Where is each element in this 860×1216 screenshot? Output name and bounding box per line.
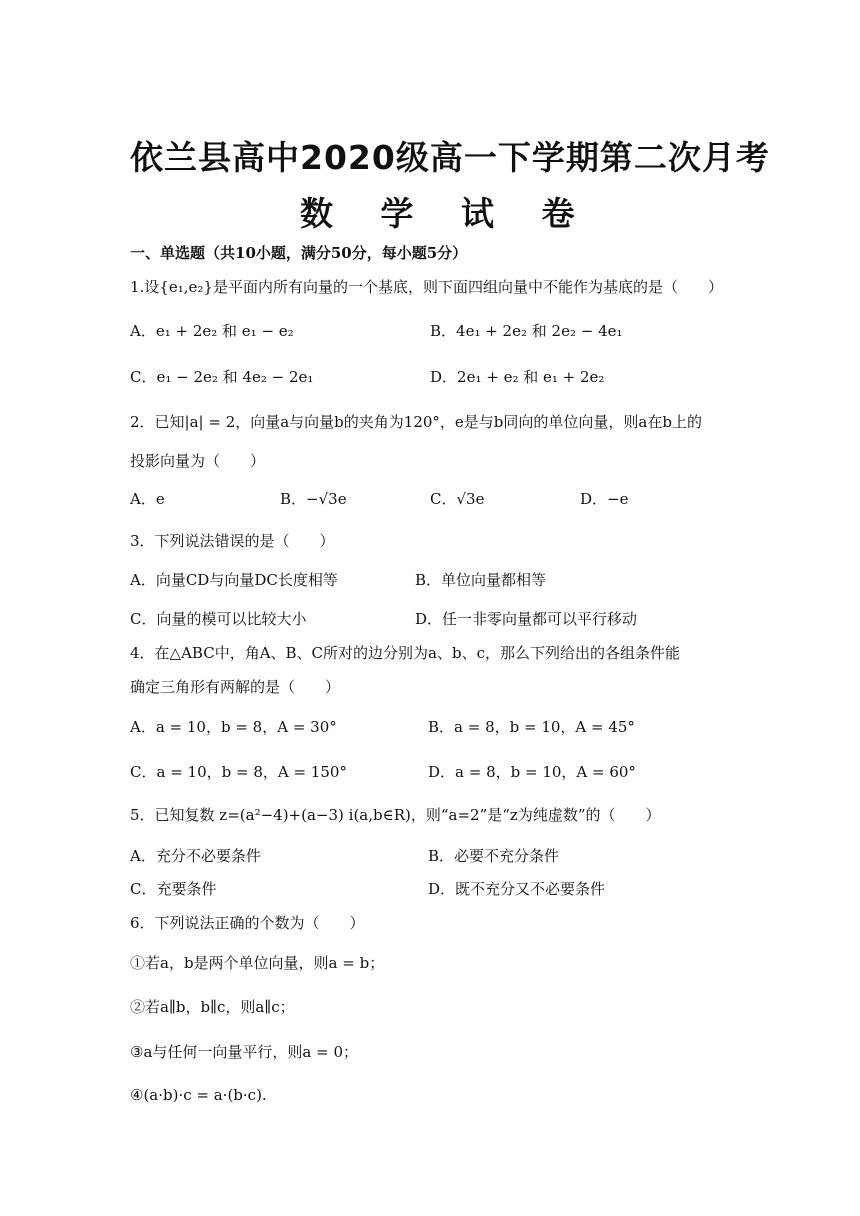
question-4-stem: 4．在△ABC中，角A、B、C所对的边分别为a、b、c，那么下列给出的各组条件能 [130, 644, 680, 662]
section-heading: 一、单选题（共10小题，满分50分，每小题5分） [130, 244, 468, 262]
q4-option-d: D．a = 8，b = 10，A = 60° [428, 763, 636, 781]
q1-option-b: B．4e₁ + 2e₂ 和 2e₂ − 4e₁ [430, 322, 623, 340]
question-1-stem: 1.设{e₁,e₂}是平面内所有向量的一个基底，则下面四组向量中不能作为基底的是（ ） [130, 278, 723, 296]
q3-option-a: A．向量CD与向量DC长度相等 [130, 571, 338, 589]
q5-option-d: D．既不充分又不必要条件 [428, 880, 606, 898]
q6-statement-1: ①若a，b是两个单位向量，则a = b； [130, 954, 385, 972]
q5-option-c: C．充要条件 [130, 880, 217, 898]
q6-statement-2: ②若a∥b，b∥c，则a∥c； [130, 998, 295, 1016]
question-2-stem: 2．已知|a| = 2，向量a与向量b的夹角为120°，e是与b同向的单位向量，则a在b上的 [130, 413, 702, 431]
question-6-stem: 6．下列说法正确的个数为（ ） [130, 914, 365, 932]
exam-subtitle: 数 学 试 卷 [300, 194, 593, 233]
q2-option-b: B．−√3e [280, 490, 347, 508]
q1-option-c: C．e₁ − 2e₂ 和 4e₂ − 2e₁ [130, 368, 314, 386]
q3-option-b: B．单位向量都相等 [415, 571, 547, 589]
question-3-stem: 3．下列说法错误的是（ ） [130, 532, 335, 550]
q1-option-d: D．2e₁ + e₂ 和 e₁ + 2e₂ [430, 368, 605, 386]
q5-option-b: B．必要不充分条件 [428, 847, 560, 865]
q2-option-c: C．√3e [430, 490, 485, 508]
exam-title: 依兰县高中2020级高一下学期第二次月考 [130, 138, 770, 177]
q4-option-a: A．a = 10，b = 8，A = 30° [130, 718, 337, 736]
q6-statement-3: ③a与任何一向量平行，则a = 0； [130, 1043, 358, 1061]
question-4-stem-cont: 确定三角形有两解的是（ ） [130, 678, 341, 696]
q2-option-a: A．e [130, 490, 165, 508]
q1-option-a: A．e₁ + 2e₂ 和 e₁ − e₂ [130, 322, 294, 340]
q3-option-c: C．向量的模可以比较大小 [130, 610, 307, 628]
question-2-stem-cont: 投影向量为（ ） [130, 452, 266, 470]
q4-option-b: B．a = 8，b = 10，A = 45° [428, 718, 635, 736]
q2-option-d: D．−e [580, 490, 629, 508]
question-5-stem: 5．已知复数 z=(a²−4)+(a−3) i(a,b∈R)，则“a=2”是“z为纯虚数”的（ ） [130, 806, 661, 824]
q5-option-a: A．充分不必要条件 [130, 847, 261, 865]
q3-option-d: D．任一非零向量都可以平行移动 [415, 610, 638, 628]
q4-option-c: C．a = 10，b = 8，A = 150° [130, 763, 347, 781]
q6-statement-4: ④(a·b)·c = a·(b·c). [130, 1086, 267, 1104]
